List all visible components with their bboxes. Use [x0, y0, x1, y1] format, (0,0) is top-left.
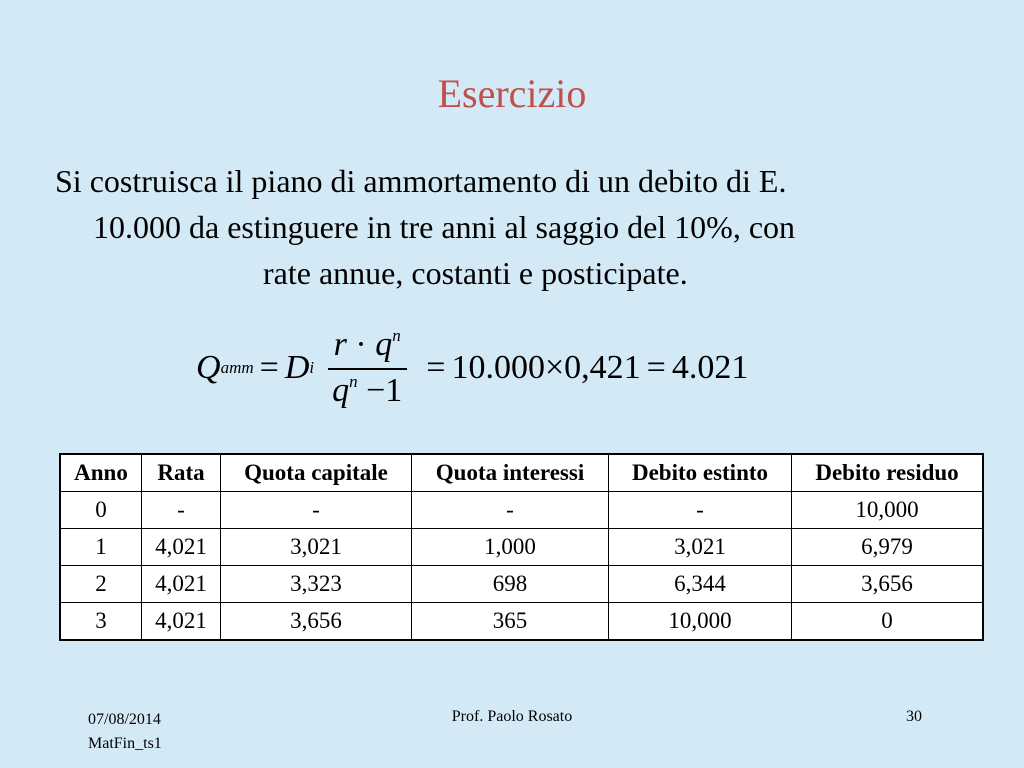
col-header-debito-residuo: Debito residuo — [792, 454, 984, 492]
exercise-text — [55, 158, 975, 296]
table-cell: - — [609, 492, 792, 529]
table-row — [60, 492, 983, 529]
table-cell: 0 — [792, 603, 984, 641]
exercise-text-line-3: rate annue, costanti e posticipate. — [263, 255, 688, 291]
formula-d: D — [284, 349, 310, 386]
footer-date: 07/08/2014 — [88, 711, 161, 728]
formula-equals-2: = — [426, 349, 446, 386]
table-cell: 10,000 — [609, 603, 792, 641]
table-row — [60, 566, 983, 603]
table-cell: 3,323 — [221, 566, 412, 603]
table-cell: 1 — [60, 529, 142, 566]
col-header-quota-interessi: Quota interessi — [412, 454, 609, 492]
table-cell: 698 — [412, 566, 609, 603]
formula-numerator — [328, 326, 407, 370]
formula-equals-1: = — [259, 349, 279, 386]
table-cell: 3,656 — [792, 566, 984, 603]
col-header-rata: Rata — [142, 454, 221, 492]
table-row — [60, 603, 983, 641]
table-cell: 3,021 — [221, 529, 412, 566]
formula-num-r: r — [333, 326, 347, 363]
table-cell: 6,979 — [792, 529, 984, 566]
table-cell: 3,656 — [221, 603, 412, 641]
exercise-text-line-2: 10.000 da estinguere in tre anni al saggio del 10%, con — [93, 209, 796, 245]
amortization-table — [59, 453, 984, 641]
formula-equals-3: = — [646, 349, 666, 386]
formula-q: Q — [196, 349, 221, 386]
table-cell: 0 — [60, 492, 142, 529]
formula-fraction — [326, 326, 408, 410]
formula-result: 4.021 — [671, 349, 749, 386]
formula-num-exponent: n — [392, 326, 401, 345]
col-header-debito-estinto: Debito estinto — [609, 454, 792, 492]
table-cell: 6,344 — [609, 566, 792, 603]
col-header-anno: Anno — [60, 454, 142, 492]
table-cell: 2 — [60, 566, 142, 603]
footer-course: MatFin_ts1 — [88, 735, 162, 752]
table-cell: 3 — [60, 603, 142, 641]
formula-num-dot: · — [355, 326, 367, 363]
table-cell: - — [412, 492, 609, 529]
table-row — [60, 529, 983, 566]
formula-den-minus-one: −1 — [366, 372, 403, 409]
table-header-row — [60, 454, 983, 492]
formula-denominator — [326, 370, 408, 410]
formula-value-2: 0,421 — [564, 349, 641, 386]
table-cell: 4,021 — [142, 566, 221, 603]
table-cell: - — [142, 492, 221, 529]
table-cell: 365 — [412, 603, 609, 641]
table-cell: 1,000 — [412, 529, 609, 566]
formula-den-q: q — [332, 372, 350, 409]
formula-num-q: q — [375, 326, 393, 363]
table-cell: 10,000 — [792, 492, 984, 529]
table-cell: 3,021 — [609, 529, 792, 566]
footer-page-number: 30 — [906, 708, 922, 725]
table-cell: 4,021 — [142, 529, 221, 566]
formula-q-subscript: amm — [220, 358, 254, 377]
table-cell: - — [221, 492, 412, 529]
col-header-quota-capitale: Quota capitale — [221, 454, 412, 492]
formula-d-subscript: i — [309, 358, 315, 377]
annuity-formula — [196, 318, 748, 418]
table-cell: 4,021 — [142, 603, 221, 641]
slide-title: Esercizio — [437, 71, 587, 116]
footer-author: Prof. Paolo Rosato — [451, 708, 573, 725]
formula-den-exponent: n — [349, 372, 358, 391]
exercise-text-line-1: Si costruisca il piano di ammortamento di un debito di E. — [55, 163, 787, 199]
formula-value-1: 10.000 — [451, 349, 545, 386]
formula-times: × — [544, 349, 565, 386]
